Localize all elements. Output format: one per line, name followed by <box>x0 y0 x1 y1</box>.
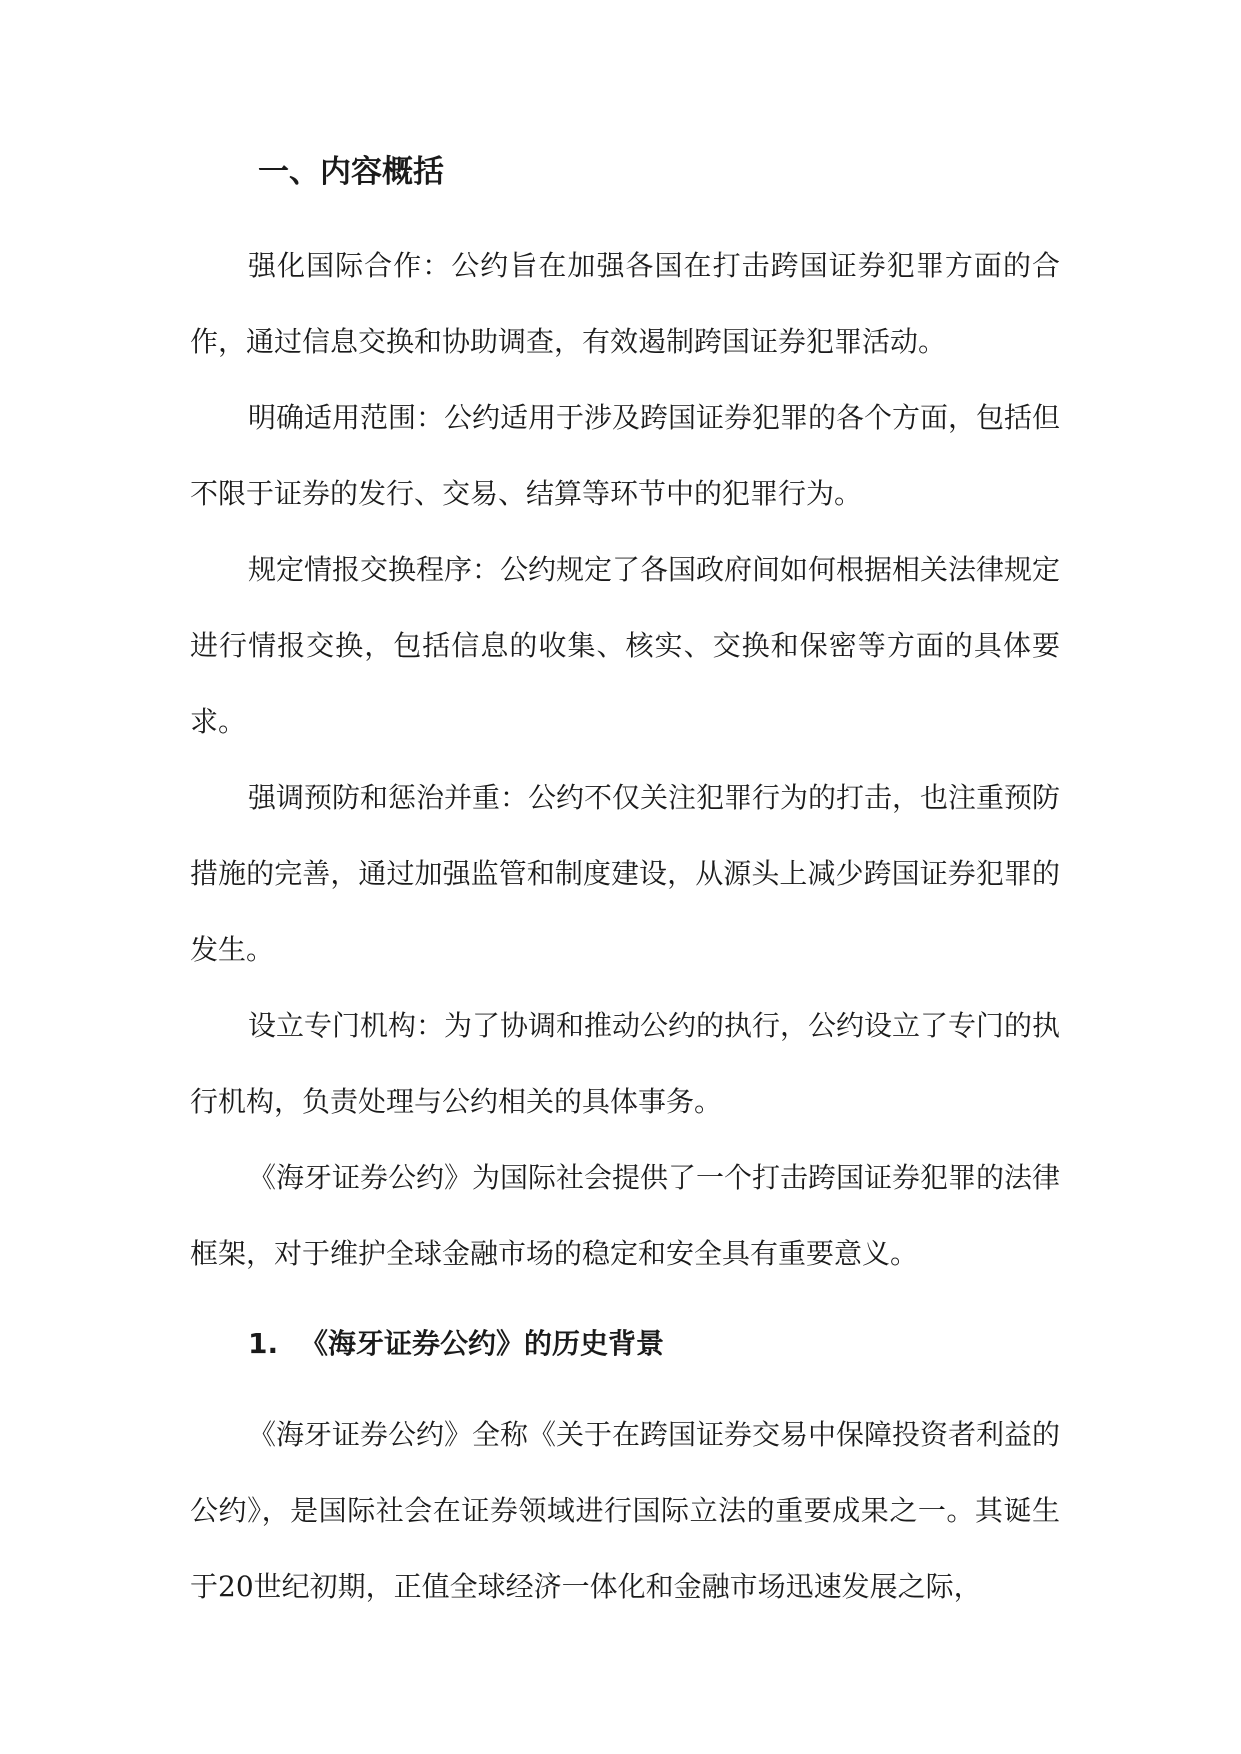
paragraph-conclusion: 《海牙证券公约》为国际社会提供了一个打击跨国证券犯罪的法律框架，对于维护全球金融市场的稳定和安全具有重要意义。 <box>190 1161 1061 1270</box>
paragraph-international-cooperation: 强化国际合作：公约旨在加强各国在打击跨国证券犯罪方面的合作，通过信息交换和协助调查，有效遏制跨国证券犯罪活动。 <box>190 249 1060 358</box>
subsection-title: 《海牙证券公约》的历史背景 <box>300 1327 665 1360</box>
history-body <box>190 1397 1060 1625</box>
subsection-heading-history <box>248 1322 664 1366</box>
paragraph-intelligence-exchange: 规定情报交换程序：公约规定了各国政府间如何根据相关法律规定进行情报交换，包括信息的收集、核实、交换和保密等方面的具体要求。 <box>190 553 1061 738</box>
summary-body <box>190 228 1060 1292</box>
section-heading-content-summary: 一、内容概括 <box>258 154 444 190</box>
paragraph-special-agency: 设立专门机构：为了协调和推动公约的执行，公约设立了专门的执行机构，负责处理与公约相关的具体事务。 <box>190 1009 1061 1118</box>
paragraph-scope: 明确适用范围：公约适用于涉及跨国证券犯罪的各个方面，包括但不限于证券的发行、交易、结算等环节中的犯罪行为。 <box>190 401 1061 510</box>
subsection-number: 1. <box>248 1327 279 1360</box>
paragraph-history-intro: 《海牙证券公约》全称《关于在跨国证券交易中保障投资者利益的公约》，是国际社会在证券领域进行国际立法的重要成果之一。其诞生于20世纪初期，正值全球经济一体化和金融市场迅速发展之际， <box>190 1418 1061 1603</box>
paragraph-prevention-punishment: 强调预防和惩治并重：公约不仅关注犯罪行为的打击，也注重预防措施的完善，通过加强监管和制度建设，从源头上减少跨国证券犯罪的发生。 <box>190 781 1061 966</box>
